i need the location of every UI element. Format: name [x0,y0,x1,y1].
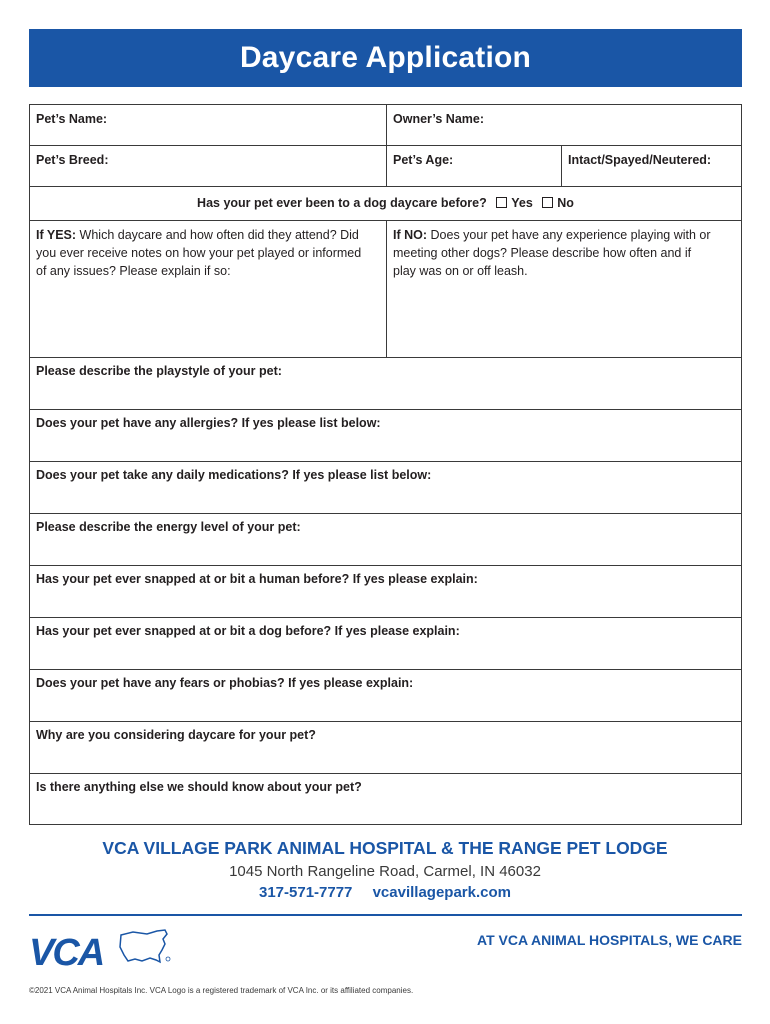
page-header [29,29,742,87]
if-no-block [393,226,713,280]
yes-checkbox[interactable] [496,197,507,208]
no-checkbox[interactable] [542,197,553,208]
question-label: Does your pet have any fears or phobias? If yes please explain: [36,676,414,690]
if-no-text: Does your pet have any experience playing with or meeting other dogs? Please describe how often and if play was on or off leash. [393,228,711,278]
yes-no-detail-row [30,221,741,358]
pets-age-label: Pet’s Age: [393,153,454,167]
tagline: AT VCA ANIMAL HOSPITALS, WE CARE [477,932,742,948]
question-label: Please describe the energy level of your pet: [36,520,301,534]
question-row[interactable] [30,618,741,670]
pets-age-cell[interactable] [386,146,561,186]
vca-logo [29,925,171,971]
question-row[interactable] [30,410,741,462]
if-no-label: If NO: [393,228,428,242]
question-row[interactable] [30,514,741,566]
page-title: Daycare Application [239,41,532,74]
copyright-notice: ©2021 VCA Animal Hospitals Inc. VCA Logo is a registered trademark of VCA Inc. or its affiliated companies. [29,986,414,995]
vca-logo-text: VCA [29,932,104,971]
yes-label: Yes [511,196,533,210]
question-label: Please describe the playstyle of your pet: [36,364,282,378]
if-yes-label: If YES: [36,228,77,242]
intact-cell[interactable] [561,146,743,186]
hospital-phone[interactable]: 317-571-7777 [258,884,353,901]
if-no-cell[interactable] [386,221,743,357]
owners-name-cell[interactable] [386,105,743,145]
no-label: No [557,196,574,210]
if-yes-block [36,226,371,280]
question-label: Why are you considering daycare for your pet? [36,728,316,742]
names-row [30,105,741,146]
question-row[interactable] [30,566,741,618]
question-row[interactable] [30,774,741,824]
daycare-question-text: Has your pet ever been to a dog daycare before? [197,196,487,210]
question-label: Does your pet take any daily medications? If yes please list below: [36,468,432,482]
question-row[interactable] [30,358,741,410]
question-row[interactable] [30,462,741,514]
hospital-website[interactable]: vcavillagepark.com [372,884,511,901]
question-label: Has your pet ever snapped at or bit a human before? If yes please explain: [36,572,478,586]
footer-divider [29,914,742,916]
if-yes-cell[interactable] [30,221,386,357]
registered-mark-icon [166,957,170,961]
hospital-name: VCA VILLAGE PARK ANIMAL HOSPITAL & THE RANGE PET LODGE [102,838,668,858]
hospital-contact [0,884,770,901]
question-label: Has your pet ever snapped at or bit a dog before? If yes please explain: [36,624,460,638]
pets-name-label: Pet’s Name: [36,112,108,126]
intact-label: Intact/Spayed/Neutered: [568,153,712,167]
question-label: Is there anything else we should know about your pet? [36,780,362,794]
pets-name-cell[interactable] [30,105,386,145]
breed-row [30,146,741,187]
daycare-question-row [30,187,741,221]
question-label: Does your pet have any allergies? If yes please list below: [36,416,381,430]
pets-breed-label: Pet’s Breed: [36,153,109,167]
if-yes-text: Which daycare and how often did they attend? Did you ever receive notes on how your pet played or informed of any issues? Please explain if so: [36,228,362,278]
daycare-question [30,196,741,210]
question-row[interactable] [30,670,741,722]
owners-name-label: Owner’s Name: [393,112,485,126]
application-form [29,104,742,825]
hospital-address: 1045 North Rangeline Road, Carmel, IN 46032 [229,863,541,880]
question-row[interactable] [30,722,741,774]
us-map-icon [120,930,167,962]
vca-logo-graphic [29,925,171,971]
pets-breed-cell[interactable] [30,146,386,186]
